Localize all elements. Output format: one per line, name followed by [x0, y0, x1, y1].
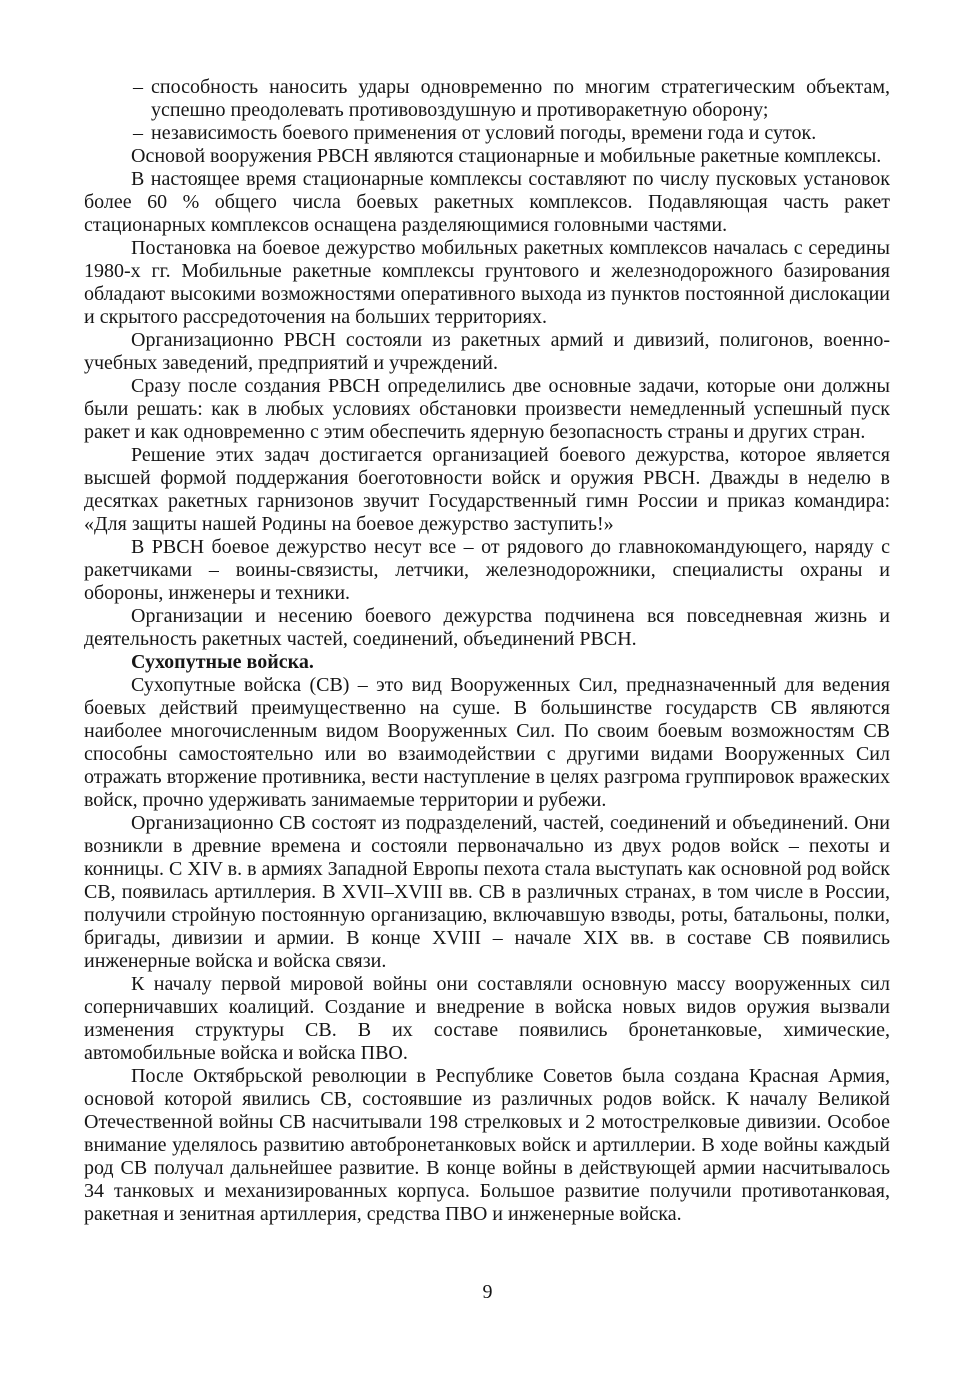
- bullet-item: [84, 76, 890, 122]
- paragraph: Основой вооружения РВСН являются стационарные и мобильные ракетные комплексы.: [131, 145, 882, 167]
- paragraph: Организационно СВ состоят из подразделений, частей, соединений и объединений. Они возникли в древние времена и состояли первоначально из двух родов войск – пехоты и конницы. С XIV в. в армиях Западной Европы пехота стала выступать как основной род войск СВ, появилась артиллерия. В XVII–XVIII вв. СВ в различных странах, в том числе в России, получили стройную постоянную организацию, включавшую взводы, роты, батальоны, полки, бригады, дивизии и армии. В конце XVIII – начале XIX вв. в составе СВ появились инженерные войска и войска связи.: [84, 812, 890, 972]
- bullet-dash: –: [133, 76, 143, 98]
- paragraph: Сухопутные войска (СВ) – это вид Вооруженных Сил, предназначенный для ведения боевых действий преимущественно на суше. В большинстве государств СВ являются наиболее многочисленным видом Вооруженных Сил. По своим боевым возможностям СВ способны самостоятельно или во взаимодействии с другими видами Вооруженных Сил отражать вторжение противника, вести наступление в целях разгрома группировок вражеских войск, прочно удерживать занимаемые территории и рубежи.: [84, 674, 890, 811]
- paragraph: К началу первой мировой войны они составляли основную массу вооруженных сил соперничавших коалиций. Создание и внедрение в войска новых видов оружия вызвали изменения структуры СВ. В их составе появились бронетанковые, химические, автомобильные войска и войска ПВО.: [84, 973, 890, 1064]
- document-page-text: [84, 76, 890, 1226]
- bullet-item: [84, 122, 890, 145]
- paragraph: Сразу после создания РВСН определились две основные задачи, которые они должны были решать: как в любых условиях обстановки произвести немедленный успешный пуск ракет и как одновременно с этим обеспечить ядерную безопасность страны и других стран.: [84, 375, 890, 443]
- bullet-dash: –: [133, 122, 143, 144]
- paragraph: Организационно РВСН состояли из ракетных армий и дивизий, полигонов, военно-учебных заведений, предприятий и учреждений.: [84, 329, 890, 374]
- paragraph: Решение этих задач достигается организацией боевого дежурства, которое является высшей формой поддержания боеготовности войск и оружия РВСН. Дважды в неделю в десятках ракетных гарнизонов звучит Государственный гимн России и приказ командира: «Для защиты нашей Родины на боевое дежурство заступить!»: [84, 444, 890, 535]
- page-number: 9: [482, 1281, 493, 1303]
- paragraph: В РВСН боевое дежурство несут все – от рядового до главнокомандующего, наряду с ракетчиками – воины-связисты, летчики, железнодорожники, специалисты охраны и обороны, инженеры и техники.: [84, 536, 890, 604]
- paragraph: Постановка на боевое дежурство мобильных ракетных комплексов началась с середины 1980-х гг. Мобильные ракетные комплексы грунтового и железнодорожного базирования обладают высокими возможностями оперативного выхода из пунктов постоянной дислокации и скрытого рассредоточения на больших территориях.: [84, 237, 890, 328]
- bullet-text: независимость боевого применения от условий погоды, времени года и суток.: [151, 122, 817, 144]
- section-heading: Сухопутные войска.: [131, 651, 314, 673]
- paragraph: В настоящее время стационарные комплексы составляют по числу пусковых установок более 60 % общего числа боевых ракетных комплексов. Подавляющая часть ракет стационарных комплексов оснащена разделяющимися головными частями.: [84, 168, 890, 236]
- paragraph: После Октябрьской революции в Республике Советов была создана Красная Армия, основой которой явились СВ, состоявшие из различных родов войск. К началу Великой Отечественной войны СВ насчитывали 198 стрелковых и 2 мотострелковые дивизии. Особое внимание уделялось развитию автобронетанковых войск и артиллерии. В ходе войны каждый род СВ получал дальнейшее развитие. В конце войны в действующей армии насчитывалось 34 танковых и механизированных корпуса. Большое развитие получили противотанковая, ракетная и зенитная артиллерия, средства ПВО и инженерные войска.: [84, 1065, 890, 1225]
- paragraph: Организации и несению боевого дежурства подчинена вся повседневная жизнь и деятельность ракетных частей, соединений, объединений РВСН.: [84, 605, 890, 650]
- bullet-text: способность наносить удары одновременно по многим стратегическим объектам, успешно преодолевать противовоздушную и противоракетную оборону;: [151, 76, 890, 121]
